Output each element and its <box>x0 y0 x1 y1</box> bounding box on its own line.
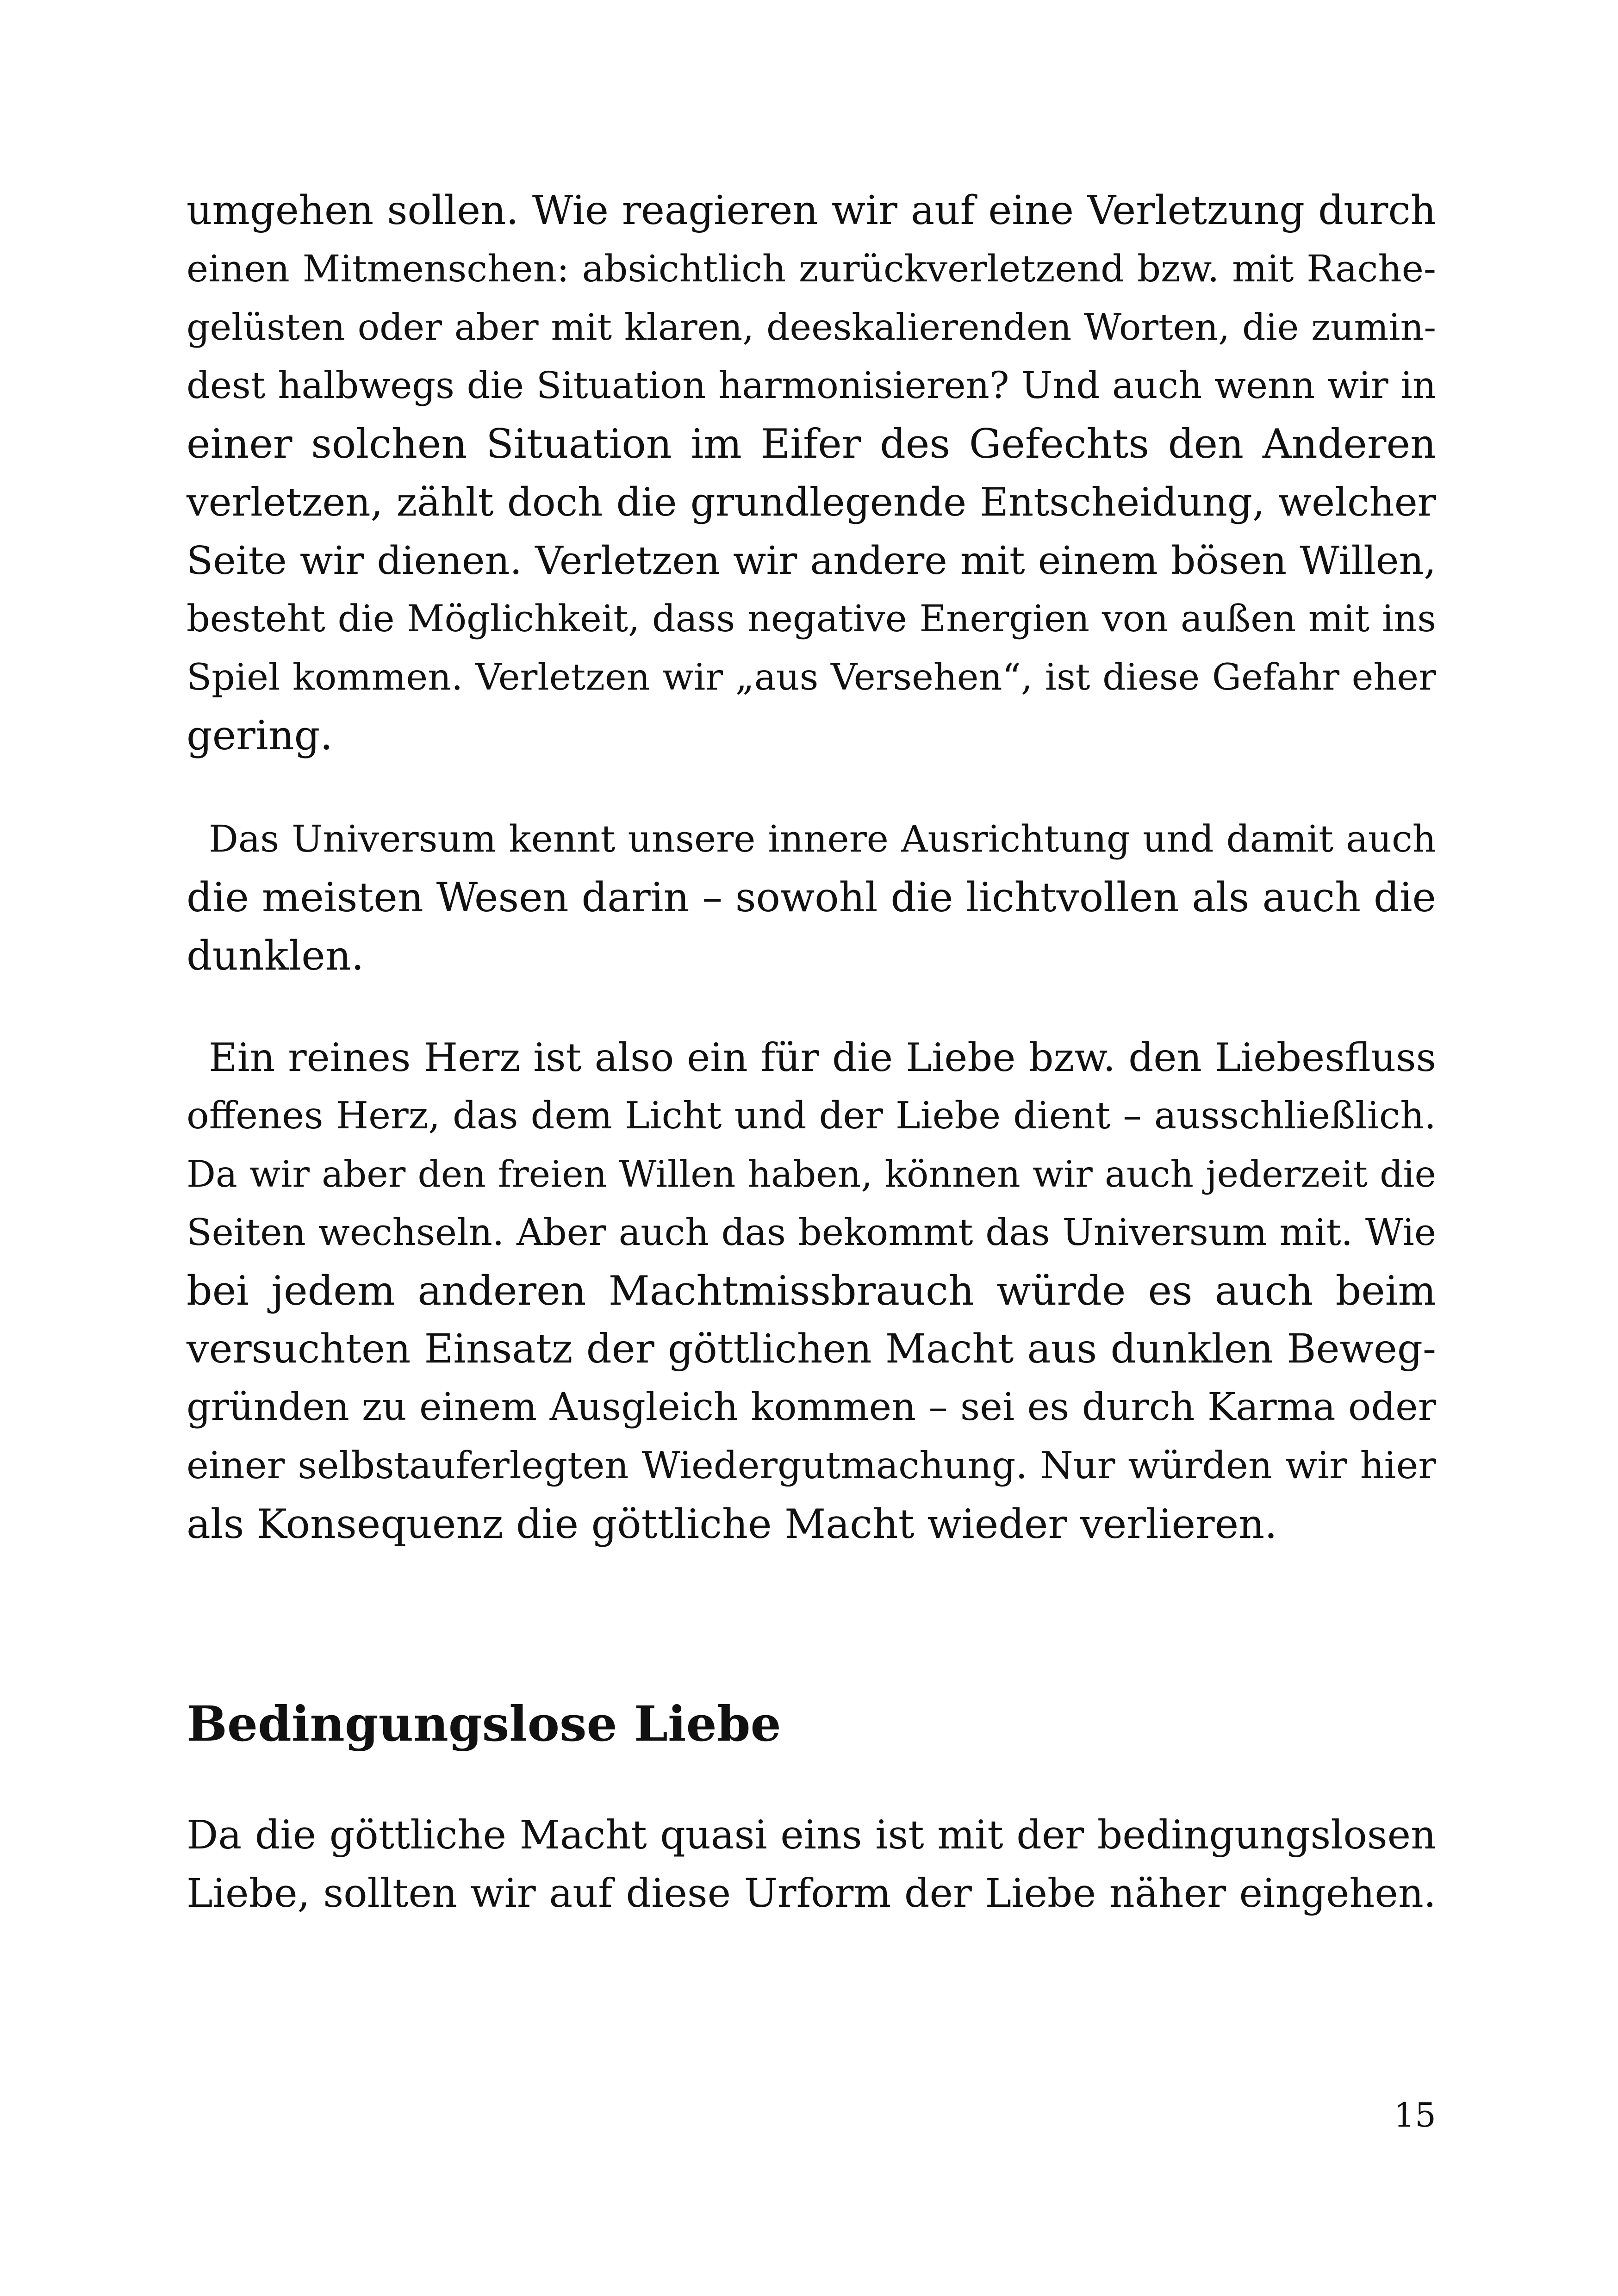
text-line: besteht die Möglichkeit, dass negative Energien von außen mit ins <box>187 597 1436 640</box>
paragraph-2 <box>187 810 1436 985</box>
text-line: offenes Herz, das dem Licht und der Liebe dient – ausschließlich. <box>187 1094 1436 1138</box>
text-line: umgehen sollen. Wie reagieren wir auf eine Verletzung durch <box>187 187 1436 234</box>
text-line: gründen zu einem Ausgleich kommen – sei es durch Karma oder <box>187 1385 1436 1429</box>
text-line: Ein reines Herz ist also ein für die Liebe bzw. den Liebesfluss <box>209 1035 1436 1080</box>
text-line: Seiten wechseln. Aber auch das bekommt das Universum mit. Wie <box>187 1211 1436 1254</box>
paragraph-3 <box>187 1028 1436 1553</box>
text-line: versuchten Einsatz der göttlichen Macht aus dunklen Beweg- <box>187 1326 1436 1372</box>
text-line: Seite wir dienen. Verletzen wir andere mit einem bösen Willen, <box>187 538 1436 583</box>
text-line: die meisten Wesen darin – sowohl die lichtvollen als auch die <box>187 874 1436 921</box>
text-line: Da wir aber den freien Willen haben, können wir auch jederzeit die <box>187 1153 1436 1195</box>
section-heading: Bedingungslose Liebe <box>187 1695 781 1752</box>
text-line: Das Universum kennt unsere innere Ausrichtung und damit auch <box>209 817 1436 860</box>
text-line: dest halbwegs die Situation harmonisieren? Und auch wenn wir in <box>187 364 1436 407</box>
text-line: Da die göttliche Macht quasi eins ist mit der bedingungslosen <box>187 1812 1436 1858</box>
text-line: als Konsequenz die göttliche Macht wieder verlieren. <box>187 1500 1277 1548</box>
text-line: gering. <box>187 712 333 759</box>
text-line: Spiel kommen. Verletzen wir „aus Versehen“, ist diese Gefahr eher <box>187 656 1436 698</box>
text-line: Liebe, sollten wir auf diese Urform der Liebe näher eingehen. <box>187 1871 1436 1916</box>
paragraph-4 <box>187 1806 1436 1923</box>
text-line: einer selbstauferlegten Wiedergutmachung. Nur würden wir hier <box>187 1444 1436 1487</box>
page-number: 15 <box>1394 2096 1436 2134</box>
text-line: einen Mitmenschen: absichtlich zurückverletzend bzw. mit Rache- <box>187 247 1436 290</box>
text-line: verletzen, zählt doch die grundlegende Entscheidung, welcher <box>187 479 1436 525</box>
text-line: gelüsten oder aber mit klaren, deeskalierenden Worten, die zumin- <box>187 306 1436 348</box>
paragraph-1 <box>187 181 1436 765</box>
text-line: dunklen. <box>187 932 364 979</box>
text-line: einer solchen Situation im Eifer des Gefechts den Anderen <box>187 420 1436 467</box>
text-line: bei jedem anderen Machtmissbrauch würde es auch beim <box>187 1267 1436 1314</box>
